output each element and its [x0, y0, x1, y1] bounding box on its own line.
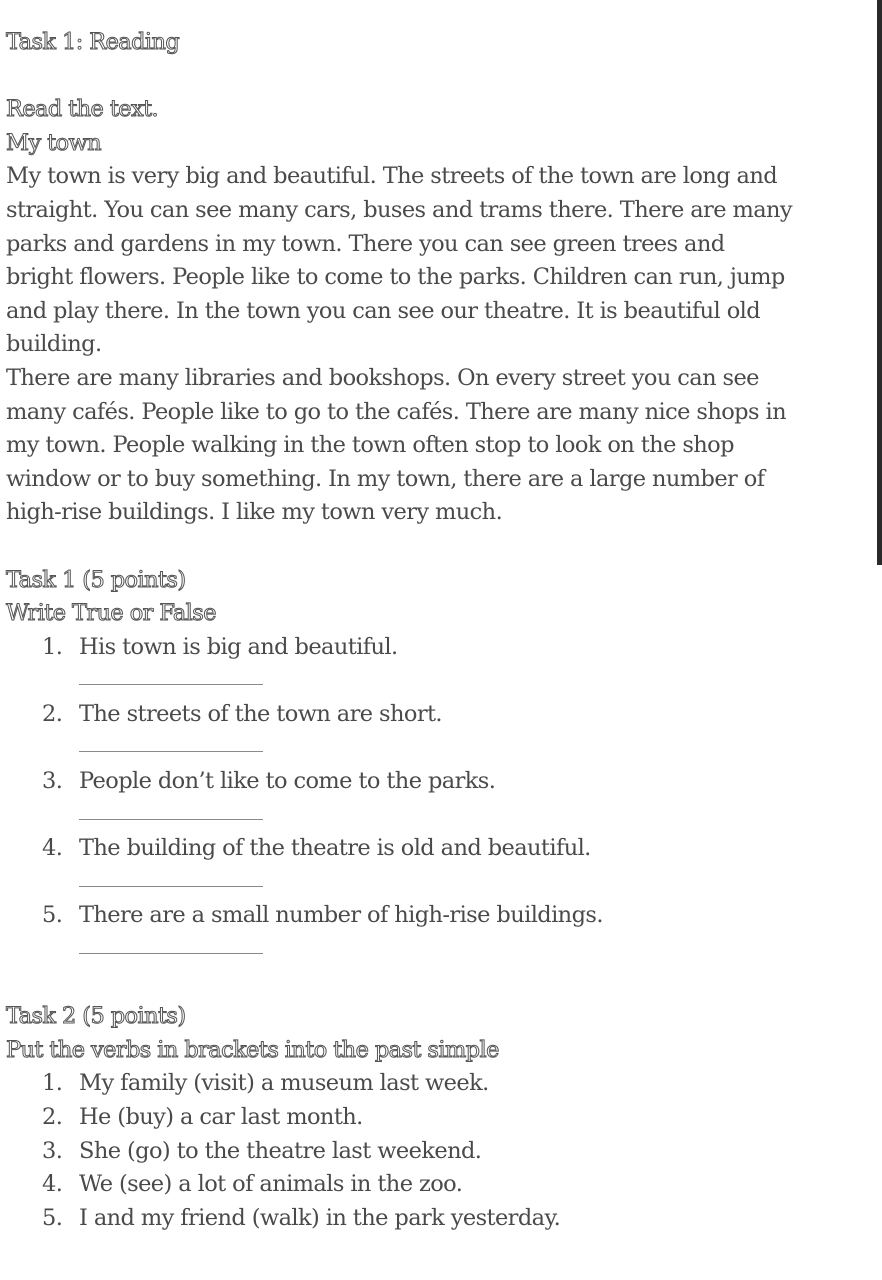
item-number: 3.	[42, 768, 63, 795]
item-text: He (buy) a car last month.	[79, 1104, 363, 1130]
item-text: She (go) to the theatre last weekend.	[79, 1137, 482, 1164]
item-number: 5.	[42, 1204, 63, 1231]
item-text: We (see) a lot of animals in the zoo.	[79, 1171, 463, 1198]
list-item	[6, 1067, 876, 1101]
paragraph-line: My town is very big and beautiful. The streets of the town are long and	[6, 163, 778, 190]
item-number: 1.	[42, 633, 63, 660]
paragraph-line: my town. People walking in the town often stop to look on the shop	[6, 432, 734, 459]
spacer	[6, 967, 876, 1001]
paragraph-line: parks and gardens in my town. There you can see green trees and	[6, 230, 725, 257]
list-item	[6, 765, 876, 832]
scrollbar[interactable]	[877, 0, 882, 565]
task2-instruction: Put the verbs in brackets into the past simple	[6, 1036, 499, 1063]
item-number: 3.	[42, 1137, 63, 1164]
list-item	[6, 899, 876, 966]
list-item	[6, 1135, 876, 1169]
list-item	[6, 832, 876, 899]
item-text: My family (visit) a museum last week.	[79, 1070, 489, 1097]
item-text: His town is big and beautiful.	[79, 633, 398, 660]
paragraph-line: many cafés. People like to go to the cafés. There are many nice shops in	[6, 398, 786, 425]
spacer	[6, 60, 876, 94]
item-text: I and my friend (walk) in the park yesterday.	[79, 1204, 561, 1231]
document-page	[6, 26, 876, 1235]
answer-blank[interactable]	[79, 866, 876, 900]
item-text: There are a small number of high-rise buildings.	[79, 902, 603, 929]
item-number: 1.	[42, 1070, 63, 1097]
task2-heading: Task 2 (5 points)	[6, 1003, 186, 1030]
list-item	[6, 631, 876, 698]
paragraph-line: and play there. In the town you can see our theatre. It is beautiful old	[6, 297, 761, 324]
true-false-list	[6, 631, 876, 967]
item-number: 4.	[42, 1171, 63, 1198]
item-number: 5.	[42, 902, 63, 929]
task1-reading-heading: Task 1: Reading	[6, 29, 180, 55]
answer-blank[interactable]	[79, 731, 876, 765]
paragraph-line: building.	[6, 331, 102, 358]
item-number: 2.	[42, 700, 63, 727]
list-item	[6, 1168, 876, 1202]
item-text: The building of the theatre is old and beautiful.	[79, 835, 591, 862]
item-text: The streets of the town are short.	[79, 700, 442, 727]
answer-blank[interactable]	[79, 664, 876, 698]
item-number: 4.	[42, 835, 63, 862]
paragraph-1	[6, 160, 876, 362]
paragraph-line: There are many libraries and bookshops. On every street you can see	[6, 364, 759, 391]
spacer	[6, 530, 876, 564]
list-item	[6, 1202, 876, 1236]
list-item	[6, 1101, 876, 1135]
paragraph-line: bright flowers. People like to come to the parks. Children can run, jump	[6, 264, 785, 291]
text-title: My town	[6, 129, 102, 156]
answer-blank[interactable]	[79, 933, 876, 967]
paragraph-2	[6, 362, 876, 530]
answer-blank[interactable]	[79, 799, 876, 833]
read-instruction: Read the text.	[6, 96, 159, 123]
item-text: People don’t like to come to the parks.	[79, 768, 496, 795]
list-item	[6, 698, 876, 765]
paragraph-line: window or to buy something. In my town, there are a large number of	[6, 465, 765, 492]
paragraph-line: straight. You can see many cars, buses and trams there. There are many	[6, 196, 793, 223]
paragraph-line: high-rise buildings. I like my town very much.	[6, 499, 503, 526]
task1-heading: Task 1 (5 points)	[6, 566, 186, 593]
item-number: 2.	[42, 1104, 63, 1130]
task1-instruction: Write True or False	[6, 600, 216, 627]
past-simple-list	[6, 1067, 876, 1235]
